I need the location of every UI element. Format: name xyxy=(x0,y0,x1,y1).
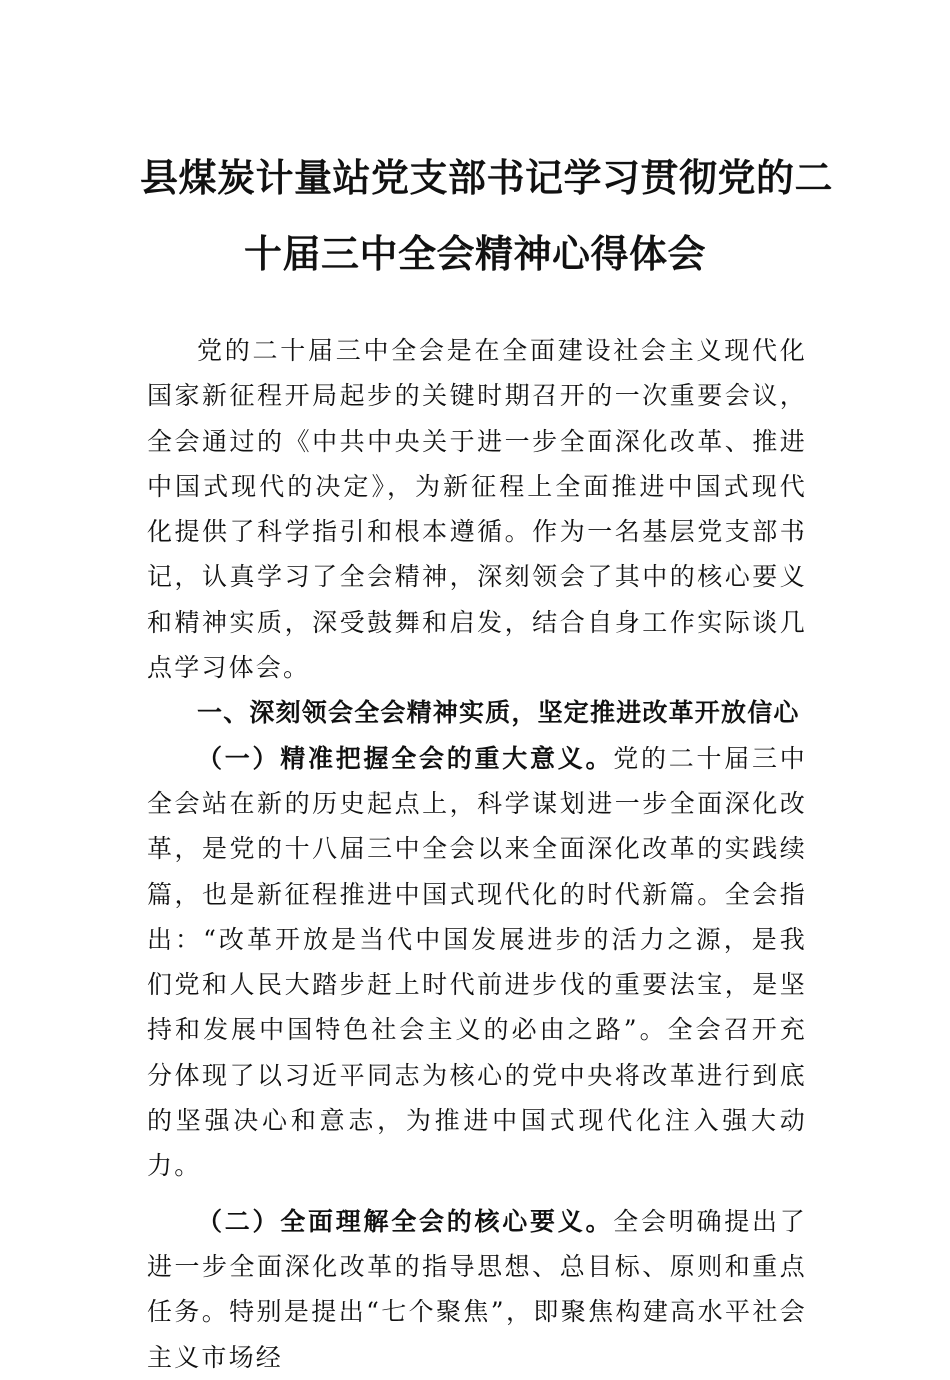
document-body xyxy=(147,328,807,1380)
section-1-heading: 一、深刻领会全会精神实质，坚定推进改革开放信心 xyxy=(197,698,800,728)
item-2-text: 全会明确提出了进一步全面深化改革的指导思想、总目标、原则和重点任务。特别是提出“七个聚焦”，即聚焦构建高水平社会主义市场经 xyxy=(147,1206,807,1372)
document-title xyxy=(140,140,834,292)
item-1-paragraph xyxy=(147,736,807,1189)
title-line-1: 县煤炭计量站党支部书记学习贯彻党的二 xyxy=(140,155,834,200)
item-2-lead: （二）全面理解全会的核心要义。 xyxy=(197,1206,614,1236)
item-2-paragraph xyxy=(147,1199,807,1380)
title-line-2: 十届三中全会精神心得体会 xyxy=(243,231,706,276)
item-1-lead: （一）精准把握全会的重大意义。 xyxy=(197,743,614,773)
intro-paragraph: 党的二十届三中全会是在全面建设社会主义现代化国家新征程开局起步的关键时期召开的一次重要会议，全会通过的《中共中央关于进一步全面深化改革、推进中国式现代的决定》，为新征程上全面推进中国式现代化提供了科学指引和根本遵循。作为一名基层党支部书记，认真学习了全会精神，深刻领会了其中的核心要义和精神实质，深受鼓舞和启发，结合自身工作实际谈几点学习体会。 xyxy=(147,336,807,683)
item-1-text: 党的二十届三中全会站在新的历史起点上，科学谋划进一步全面深化改革，是党的十八届三中全会以来全面深化改革的实践续篇，也是新征程推进中国式现代化的时代新篇。全会指出：“改革开放是当代中国发展进步的活力之源，是我们党和人民大踏步赶上时代前进步伐的重要法宝，是坚持和发展中国特色社会主义的必由之路”。全会召开充分体现了以习近平同志为核心的党中央将改革进行到底的坚强决心和意志，为推进中国式现代化注入强大动力。 xyxy=(147,743,807,1181)
